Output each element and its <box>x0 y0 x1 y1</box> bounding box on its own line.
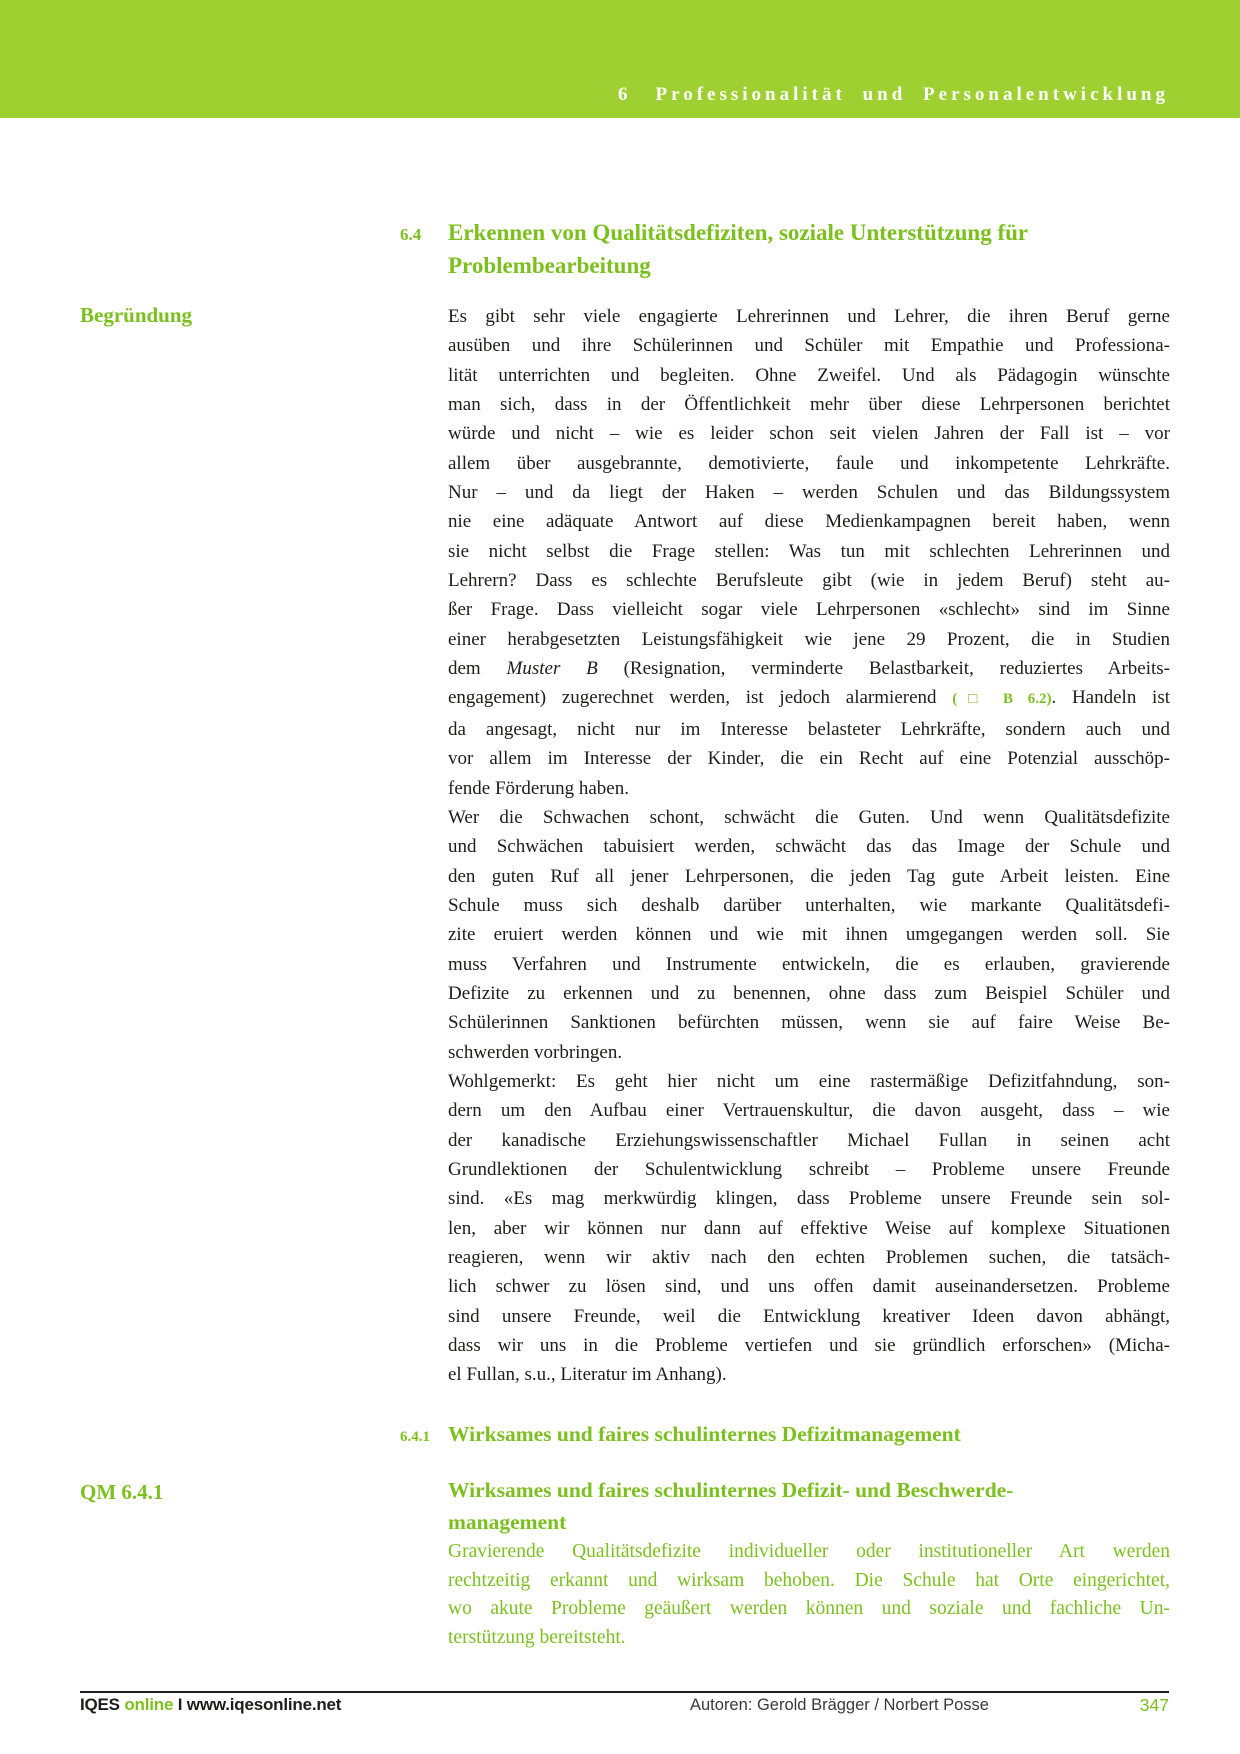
text-segment: dem <box>448 658 507 680</box>
footer <box>80 1695 1169 1717</box>
text-line: el Fullan, s.u., Literatur im Anhang). <box>448 1364 727 1386</box>
text-line: da angesagt, nicht nur im Interesse belasteter Lehrkräfte, sondern auch und <box>448 718 1170 740</box>
subsection-number: 6.4.1 <box>400 1429 430 1445</box>
text-line: reagieren, wenn wir aktiv nach den echten Problemen suchen, die tatsäch- <box>448 1247 1170 1268</box>
chapter-running-title <box>618 84 1169 106</box>
text-line: Problembearbeitung <box>448 253 651 278</box>
margin-label-begruendung: Begründung <box>80 303 193 327</box>
footer-url[interactable]: www.iqesonline.net <box>186 1695 342 1714</box>
subsection-heading-6-4-1 <box>400 1419 1190 1449</box>
text-line: Es gibt sehr viele engagierte Lehrerinnen und Lehrer, die ihren Beruf gerne <box>448 306 1170 327</box>
section-title <box>448 216 1028 282</box>
footer-separator: I <box>173 1695 187 1714</box>
body-paragraph-2 <box>448 803 1170 1067</box>
text-line: Schülerinnen Sanktionen befürchten müssen, wenn sie auf faire Weise Be- <box>448 1012 1170 1034</box>
qm-standard-text <box>448 1538 1170 1652</box>
text-line: lich schwer zu lösen sind, und uns offen damit auseinandersetzen. Probleme <box>448 1276 1170 1298</box>
text-line: Wirksames und faires schulinternes Defizit- und Beschwerde- <box>448 1478 1014 1502</box>
text-line: ausüben und ihre Schülerinnen und Schüler mit Empathie und Professiona- <box>448 335 1170 357</box>
text-line: Wohlgemerkt: Es geht hier nicht um eine rastermäßige Defizitfahndung, son- <box>448 1070 1170 1092</box>
footer-brand <box>80 1695 341 1715</box>
text-line: sie nicht selbst die Frage stellen: Was tun mit schlechten Lehrerinnen und <box>448 540 1170 562</box>
footer-brand-online: online <box>124 1695 174 1714</box>
text-line: dern um den Aufbau einer Vertrauenskultur, die davon ausgeht, dass – wie <box>448 1100 1170 1122</box>
chapter-title: Professionalität und Personalentwicklung <box>655 84 1169 105</box>
text-line: sind. «Es mag merkwürdig klingen, dass Probleme unsere Freunde sein sol- <box>448 1188 1170 1210</box>
text-line: fende Förderung haben. <box>448 777 629 799</box>
text-line: rechtzeitig erkannt und wirksam behoben. Die Schule hat Orte eingerichtet, <box>448 1569 1170 1591</box>
text-line: terstützung bereitsteht. <box>448 1626 626 1648</box>
text-line: Grundlektionen der Schulentwicklung schreibt – Probleme unsere Freunde <box>448 1158 1170 1180</box>
body-paragraph-3 <box>448 1067 1170 1390</box>
text-line: Gravierende Qualitätsdefizite individueller oder institutioneller Art werden <box>448 1541 1170 1562</box>
text-line: zite eruiert werden können und wie mit ihnen umgegangen werden soll. Sie <box>448 924 1170 946</box>
text-line: der kanadische Erziehungswissenschaftler Michael Fullan in seinen acht <box>448 1129 1170 1151</box>
body-paragraph-1 <box>448 302 1170 803</box>
body-text-column <box>448 302 1170 1390</box>
text-line: Nur – und da liegt der Haken – werden Schulen und das Bildungssystem <box>448 482 1170 504</box>
text-segment: engagement) zugerechnet werden, ist jedoch alarmierend <box>448 687 953 709</box>
text-line: lität unterrichten und begleiten. Ohne Zweifel. Und als Pädagogin wünschte <box>448 364 1170 386</box>
text-line: Defizite zu erkennen und zu benennen, ohne dass zum Beispiel Schüler und <box>448 982 1170 1004</box>
text-line <box>448 683 1170 714</box>
chapter-header-band <box>0 0 1240 118</box>
text-line: Schule muss sich deshalb darüber unterhalten, wie markante Qualitätsdefi- <box>448 894 1170 916</box>
text-line: dass wir uns in die Probleme vertiefen und sie gründlich erforschen» (Micha- <box>448 1335 1170 1357</box>
margin-label-qm-6-4-1: QM 6.4.1 <box>80 1480 164 1504</box>
text-line: würde und nicht – wie es leider schon seit vielen Jahren der Fall ist – vor <box>448 423 1170 445</box>
cross-reference-b-6-2[interactable]: (□ B 6.2) <box>952 691 1052 708</box>
text-line: einer herabgesetzten Leistungsfähigkeit wie jene 29 Prozent, die in Studien <box>448 628 1170 650</box>
text-line: schwerden vorbringen. <box>448 1041 623 1063</box>
text-line: len, aber wir können nur dann auf effektive Weise auf komplexe Situationen <box>448 1217 1170 1239</box>
text-line: man sich, dass in der Öffentlichkeit mehr über diese Lehrpersonen berichtet <box>448 394 1170 416</box>
text-line: vor allem im Interesse der Kinder, die ein Recht auf eine Potenzial ausschöp- <box>448 748 1170 770</box>
text-segment: (Resignation, verminderte Belastbarkeit, reduziertes Arbeits- <box>597 658 1171 680</box>
text-line: Erkennen von Qualitätsdefiziten, soziale Unterstützung für <box>448 220 1029 245</box>
qm-standard-title <box>448 1474 1170 1538</box>
text-line: Lehrern? Dass es schlechte Berufsleute gibt (wie in jedem Beruf) steht au- <box>448 570 1170 592</box>
text-line: management <box>448 1510 567 1534</box>
text-segment: Muster B <box>506 658 598 680</box>
text-line: und Schwächen tabuisiert werden, schwächt das das Image der Schule und <box>448 836 1170 858</box>
qm-standard-block <box>448 1474 1170 1652</box>
text-line: den guten Ruf all jener Lehrpersonen, die jeden Tag gute Arbeit leisten. Eine <box>448 865 1170 887</box>
text-line: Wer die Schwachen schont, schwächt die Guten. Und wenn Qualitätsdefizite <box>448 806 1170 828</box>
footer-rule <box>80 1691 1169 1693</box>
text-line: nie eine adäquate Antwort auf diese Medienkampagnen bereit haben, wenn <box>448 511 1170 533</box>
text-segment: . Handeln ist <box>1051 687 1170 709</box>
text-line: sind unsere Freunde, weil die Entwicklung kreativer Ideen davon abhängt, <box>448 1305 1170 1327</box>
section-number: 6.4 <box>400 225 422 244</box>
page-number: 347 <box>1139 1695 1169 1715</box>
chapter-number: 6 <box>618 84 632 105</box>
text-line <box>448 654 1170 683</box>
text-line: wo akute Probleme geäußert werden können und soziale und fachliche Un- <box>448 1598 1170 1620</box>
section-heading-6-4 <box>400 216 1190 282</box>
text-line: muss Verfahren und Instrumente entwickeln, die es erlauben, gravierende <box>448 953 1170 975</box>
text-line: allem über ausgebrannte, demotivierte, faule und inkompetente Lehrkräfte. <box>448 452 1170 474</box>
text-line: ßer Frage. Dass vielleicht sogar viele Lehrpersonen «schlecht» sind im Sinne <box>448 599 1170 621</box>
subsection-title: Wirksames und faires schulinternes Defizitmanagement <box>448 1422 961 1446</box>
footer-brand-iqes: IQES <box>80 1695 125 1714</box>
footer-authors: Autoren: Gerold Brägger / Norbert Posse <box>690 1696 989 1714</box>
